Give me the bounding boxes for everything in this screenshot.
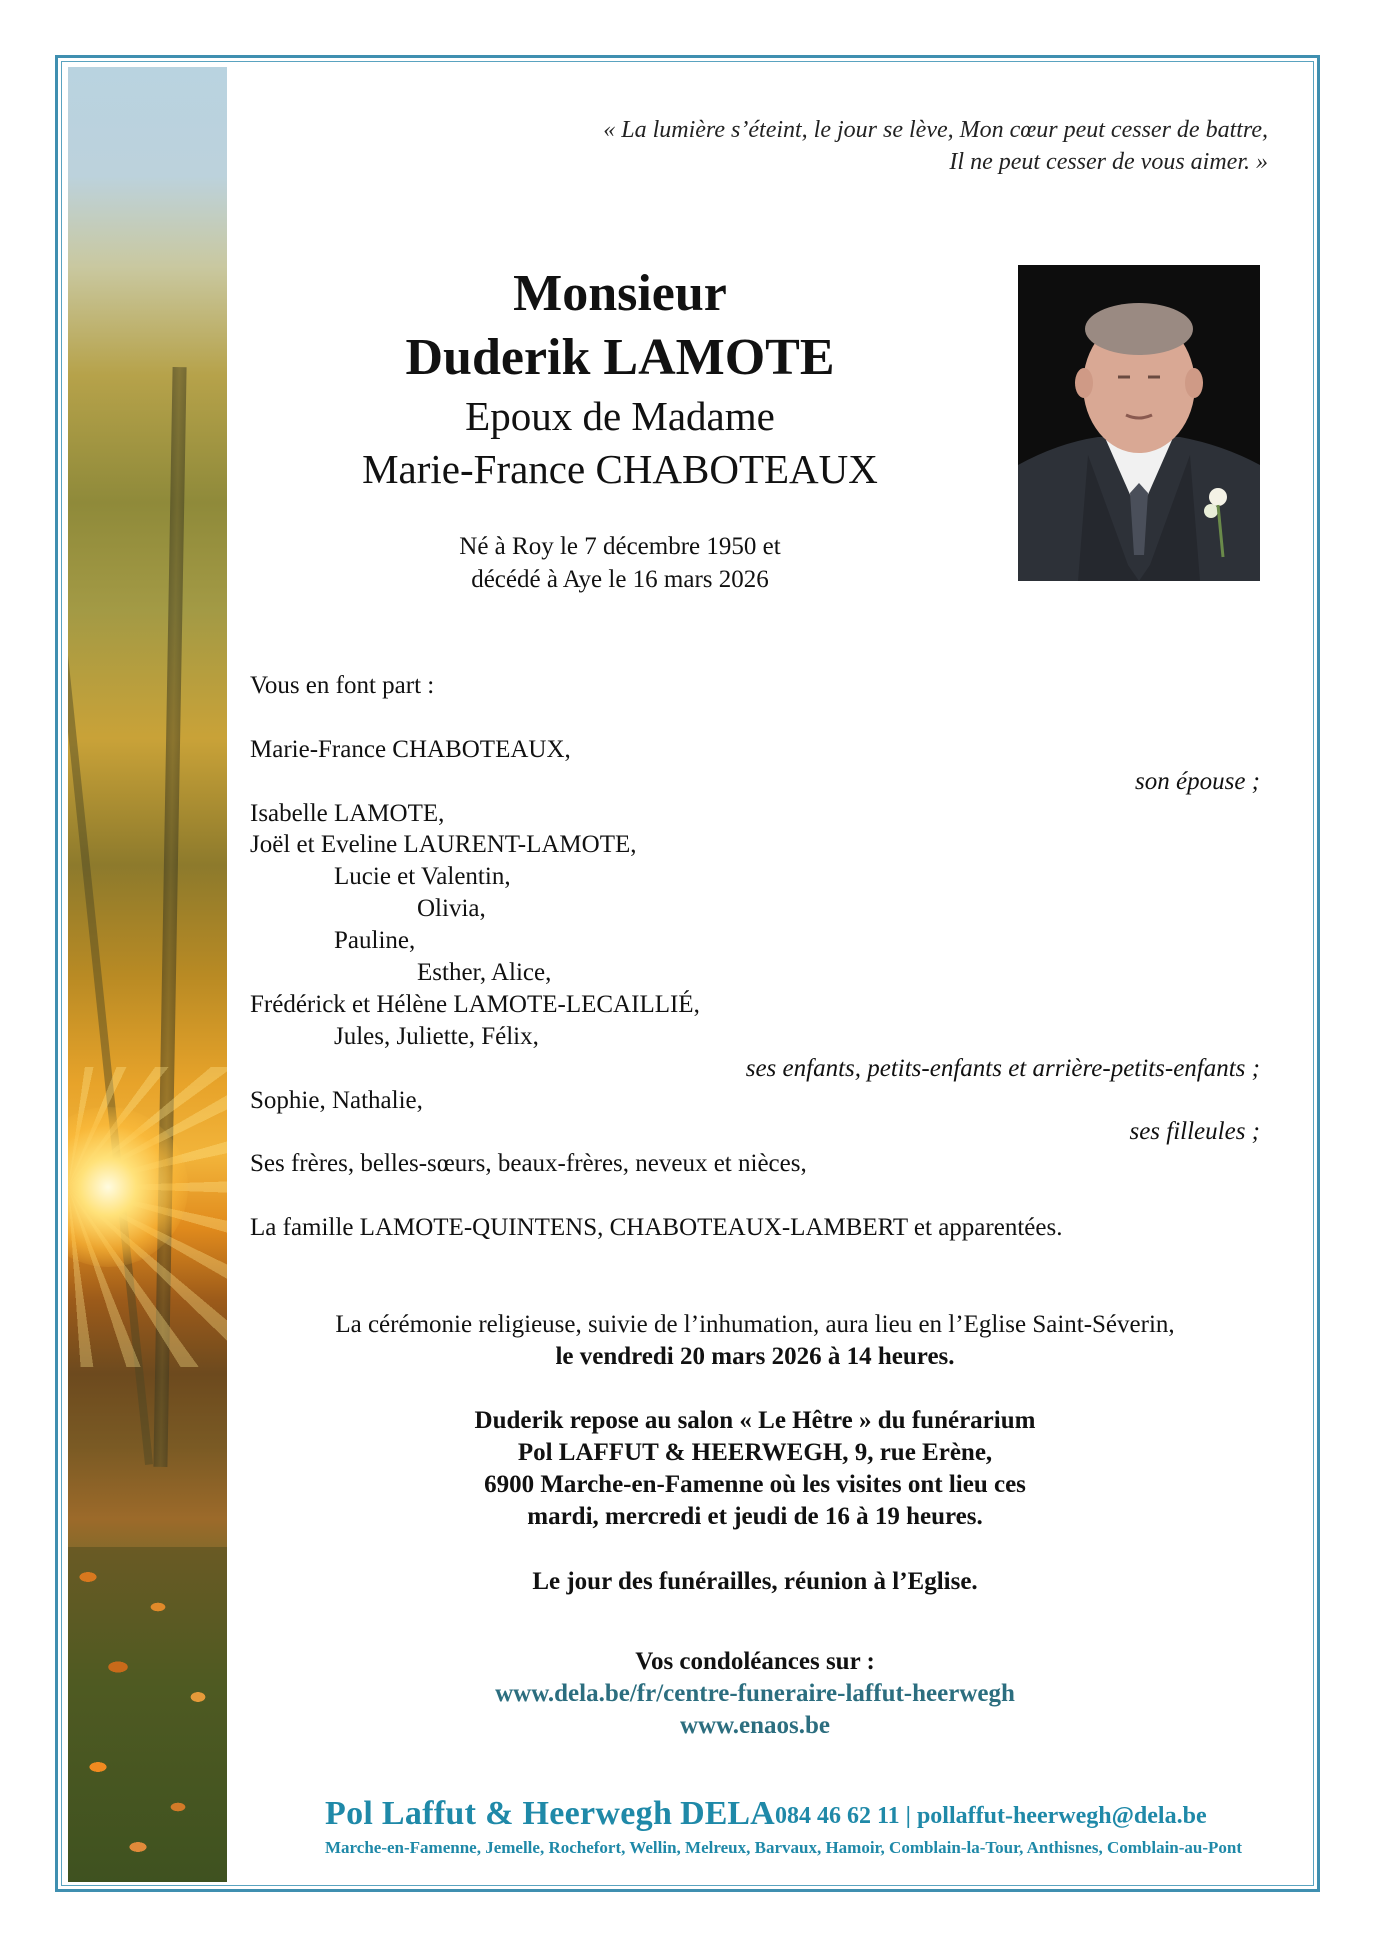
spouse-name: Marie-France CHABOTEAUX: [362, 446, 878, 492]
ceremony-date: le vendredi 20 mars 2026 à 14 heures.: [555, 1343, 955, 1370]
relation-label: son épouse ;: [1135, 767, 1260, 795]
ceremony-line: La cérémonie religieuse, suivie de l’inhumation, aura lieu en l’Eglise Saint-Séverin,: [335, 1311, 1175, 1338]
condolences-label: Vos condoléances sur :: [635, 1648, 875, 1675]
funeral-home-contact: 084 46 62 11 | pollaffut-heerwegh@dela.be: [775, 1803, 1207, 1829]
deceased-header: [260, 262, 980, 496]
announcement-intro: Vous en font part :: [250, 672, 435, 699]
life-dates: [360, 530, 880, 596]
quote-line: « La lumière s’éteint, le jour se lève, Mon cœur peut cesser de battre,: [603, 117, 1268, 143]
condolences-link-enaos[interactable]: www.enaos.be: [679, 1712, 830, 1739]
family-name: Frédérick et Hélène LAMOTE-LECAILLIÉ,: [250, 990, 700, 1018]
condolences: [250, 1646, 1260, 1742]
family-line: [250, 1021, 1270, 1053]
visitation-line: Duderik repose au salon « Le Hêtre » du funérarium: [474, 1407, 1036, 1434]
funeral-home-logo: [325, 1795, 775, 1833]
family-name: Marie-France CHABOTEAUX,: [250, 735, 571, 763]
family-name: Joël et Eveline LAURENT-LAMOTE,: [250, 831, 637, 859]
fallen-leaves: [68, 1547, 227, 1882]
relation-label: ses enfants, petits-enfants et arrière-petits-enfants ;: [745, 1054, 1260, 1082]
family-name: Ses frères, belles-sœurs, beaux-frères, neveux et nièces,: [250, 1150, 807, 1178]
family-line: [250, 957, 1270, 989]
spacer: [250, 1180, 1270, 1212]
family-line: [250, 1212, 1270, 1244]
birth-line: Né à Roy le 7 décembre 1950 et: [459, 533, 781, 560]
portrait-icon: [1018, 265, 1260, 581]
meeting-info: Le jour des funérailles, réunion à l’Eglise.: [532, 1568, 978, 1595]
visitation-line: mardi, mercredi et jeudi de 16 à 19 heures.: [527, 1503, 983, 1530]
family-line: [250, 989, 1270, 1021]
funeral-home-locations: Marche-en-Famenne, Jemelle, Rochefort, Wellin, Melreux, Barvaux, Hamoir, Comblain-la-Tour, Anthisnes, Comblain-au-Pont: [325, 1838, 1243, 1857]
family-line: [250, 1148, 1270, 1180]
family-line: [250, 734, 1270, 766]
visitation-line: 6900 Marche-en-Famenne où les visites ont lieu ces: [484, 1471, 1026, 1498]
family-name: Sophie, Nathalie,: [250, 1086, 423, 1114]
family-line: [250, 893, 1270, 925]
family-line: [250, 925, 1270, 957]
dela-logo: DELA: [680, 1795, 775, 1832]
family-name: Lucie et Valentin,: [334, 863, 511, 891]
family-name: Pauline,: [334, 927, 416, 955]
family-name: Jules, Juliette, Félix,: [334, 1022, 539, 1050]
family-line: [250, 798, 1270, 830]
family-announcement: [250, 670, 1270, 1244]
family-line: [250, 1085, 1270, 1117]
epigraph-quote: [603, 114, 1268, 178]
ceremony-info: [250, 1309, 1260, 1373]
visitation-info: [250, 1405, 1260, 1533]
honorific: Monsieur: [513, 265, 727, 322]
family-name: Isabelle LAMOTE,: [250, 799, 445, 827]
visitation-line: Pol LAFFUT & HEERWEGH, 9, rue Erène,: [517, 1439, 993, 1466]
spouse-intro: Epoux de Madame: [465, 393, 775, 439]
quote-line: Il ne peut cesser de vous aimer. »: [949, 149, 1268, 175]
condolences-link-dela[interactable]: www.dela.be/fr/centre-funeraire-laffut-heerwegh: [495, 1680, 1015, 1707]
family-line: [250, 861, 1270, 893]
deceased-name: Duderik LAMOTE: [405, 329, 835, 386]
portrait-photo: [1018, 265, 1260, 581]
death-line: décédé à Aye le 16 mars 2026: [471, 566, 769, 593]
brand-name: Pol Laffut & Heerwegh: [325, 1795, 673, 1832]
family-name: Esther, Alice,: [417, 959, 552, 987]
relation-label: ses filleules ;: [1129, 1118, 1260, 1146]
spacer: [250, 702, 1270, 734]
family-name: La famille LAMOTE-QUINTENS, CHABOTEAUX-LAMBERT et apparentées.: [250, 1214, 1063, 1242]
family-line: [250, 829, 1270, 861]
family-name: Olivia,: [417, 895, 486, 923]
autumn-forest-image: [68, 67, 227, 1882]
